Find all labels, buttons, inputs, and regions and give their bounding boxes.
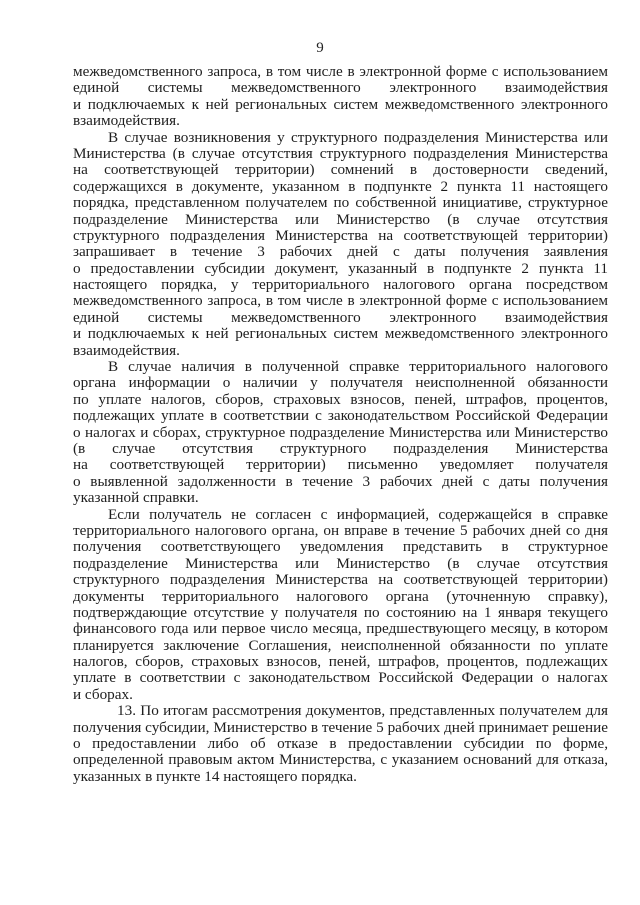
text-line: Если получатель не согласен с информацией, содержащейся в справке xyxy=(108,506,608,523)
text-line: единой системы межведомственного электронного взаимодействия xyxy=(73,80,608,97)
text-line: на соответствующей территории) письменно уведомляет получателя xyxy=(73,457,608,474)
text-line: В случае наличия в полученной справке территориального налогового xyxy=(108,359,608,376)
text-line: 13. По итогам рассмотрения документов, представленных получателем для xyxy=(117,703,608,720)
text-line: планируется заключение Соглашения, неисполненной обязанности по уплате xyxy=(73,637,608,654)
text-line: указанных в пункте 14 настоящего порядка. xyxy=(73,767,357,785)
text-line: на соответствующей территории) сомнений в достоверности сведений, xyxy=(73,162,608,179)
text-line: территориального налогового органа, он вправе в течение 5 рабочих дней со дня xyxy=(73,522,608,539)
text-line: структурного подразделения Министерства на соответствующей территории) xyxy=(73,227,608,244)
text-line: взаимодействия. xyxy=(73,341,180,359)
text-line: межведомственного запроса, в том числе в электронной форме с использованием xyxy=(73,64,608,80)
text-line: о выявленной задолженности в течение 3 рабочих дней с даты получения xyxy=(73,473,608,490)
text-line: подразделение Министерства или Министерство (в случае отсутствия xyxy=(73,555,608,572)
text-line: уплате в соответствии с законодательством Российской Федерации о налогах xyxy=(73,670,608,687)
text-line: структурного подразделения Министерства на соответствующей территории) xyxy=(73,572,608,589)
text-line: получения соответствующего уведомления представить в структурное xyxy=(73,539,608,556)
text-line: подлежащих уплате в соответствии с законодательством Российской Федерации xyxy=(73,408,608,425)
text-line: о налогах и сборах, структурное подразделение Министерства или Министерство xyxy=(73,424,608,441)
text-line: порядка, представленном получателем по собственной инициативе, структурное xyxy=(73,195,608,212)
text-line: взаимодействия. xyxy=(73,112,180,130)
text-line: межведомственного запроса, в том числе в электронной форме с использованием xyxy=(73,293,608,310)
text-line: о предоставлении либо об отказе в предоставлении субсидии по форме, xyxy=(73,736,608,753)
text-line: указанной справки. xyxy=(73,489,199,507)
text-line: налогов, сборов, страховых взносов, пеней, штрафов, процентов, подлежащих xyxy=(73,654,608,671)
text-line: содержащихся в документе, указанном в подпункте 2 пункта 11 настоящего xyxy=(73,178,608,195)
text-line: и подключаемых к ней региональных систем межведомственного электронного xyxy=(73,96,608,113)
text-line: финансового года или первое число месяца, предшествующего месяцу, в котором xyxy=(73,621,608,638)
text-line: Министерства (в случае отсутствия структурного подразделения Министерства xyxy=(73,145,608,162)
text-line: документы территориального налогового органа (уточненную справку), xyxy=(73,588,608,605)
text-line: о предоставлении субсидии документ, указанный в подпункте 2 пункта 11 xyxy=(73,260,608,277)
text-line: подтверждающие отсутствие у получателя по состоянию на 1 января текущего xyxy=(73,604,608,621)
text-line: и сборах. xyxy=(73,685,133,703)
text-line: (в случае отсутствия структурного подразделения Министерства xyxy=(73,440,608,457)
text-line: и подключаемых к ней региональных систем межведомственного электронного xyxy=(73,326,608,343)
text-line: органа информации о наличии у получателя неисполненной обязанности xyxy=(73,375,608,392)
text-line: определенной правовым актом Министерства, с указанием оснований для отказа, xyxy=(73,752,608,769)
page-number: 9 xyxy=(316,40,324,56)
text-line: единой системы межведомственного электронного взаимодействия xyxy=(73,309,608,326)
text-line: запрашивает в течение 3 рабочих дней с даты получения заявления xyxy=(73,244,608,261)
text-line: получения субсидии, Министерство в течение 5 рабочих дней принимает решение xyxy=(73,719,608,736)
text-line: по уплате налогов, сборов, страховых взносов, пеней, штрафов, процентов, xyxy=(73,391,608,408)
text-line: настоящего порядка, у территориального налогового органа посредством xyxy=(73,277,608,294)
text-line: подразделение Министерства или Министерство (в случае отсутствия xyxy=(73,211,608,228)
text-line: В случае возникновения у структурного подразделения Министерства или xyxy=(108,129,608,146)
document-body xyxy=(73,64,608,785)
